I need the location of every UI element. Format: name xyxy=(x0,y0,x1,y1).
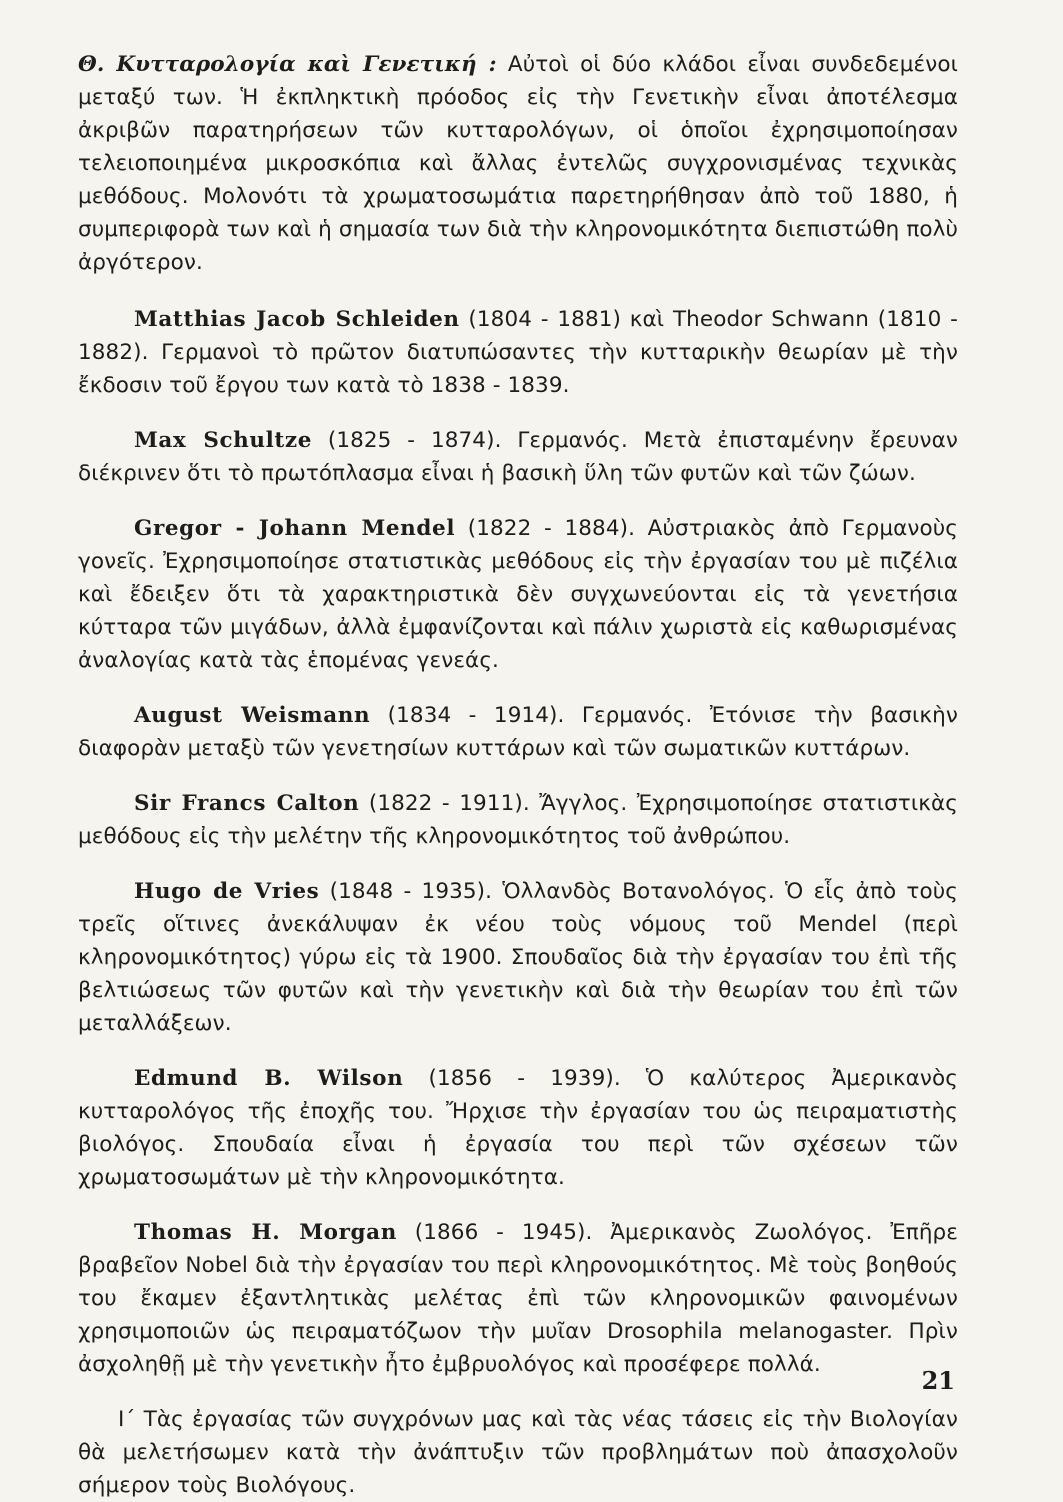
entry-name: Hugo de Vries xyxy=(134,879,320,904)
page-body xyxy=(78,48,958,1502)
entry-name: Edmund B. Wilson xyxy=(134,1066,404,1091)
entry-text: (1856 - 1939). Ὁ καλύτερος Ἀμερικανὸς κυτταρολόγος τῆς ἐποχῆς του. Ἤρχισε τὴν ἐργασίαν του ὡς πειραματιστὴς βιολόγος. Σπουδαία εἶναι ἡ ἐργασία του περὶ τῶν σχέσεων τῶν χρωματοσωμάτων μὲ τὴν κληρονομικότητα. xyxy=(78,1066,959,1190)
entry-name: Matthias Jacob Schleiden xyxy=(134,307,460,332)
closing-paragraph xyxy=(78,1403,958,1502)
entry-name: Max Schultze xyxy=(134,428,312,453)
entry-name: Thomas H. Morgan xyxy=(134,1220,397,1245)
entry-text: (1825 - 1874). Γερμανός. Μετὰ ἐπισταμένην ἔρευναν διέκρινεν ὅτι τὸ πρωτόπλασμα εἶναι ἡ βασικὴ ὕλη τῶν φυτῶν καὶ τῶν ζώων. xyxy=(78,428,958,486)
section-heading: Θ. Κυτταρολογία καὶ Γενετική : xyxy=(78,52,497,77)
entry-text: (1822 - 1884). Αὐστριακὸς ἀπὸ Γερμανοὺς γονεῖς. Ἐχρησιμοποίησε στατιστικὰς μεθόδους εἰς τὴν ἐργασίαν του μὲ πιζέλια καὶ ἔδειξεν ὅτι τὰ χαρακτηριστικὰ δὲν συγχωνεύονται εἰς τὰ γενετήσια κύτταρα τῶν μιγάδων, ἀλλὰ ἐμφανίζονται καὶ πάλιν χωριστὰ εἰς καθωρισμένας ἀναλογίας κατὰ τὰς ἑπομένας γενεάς. xyxy=(78,516,959,673)
entry-morgan xyxy=(78,1216,958,1381)
entry-de-vries xyxy=(78,875,958,1040)
section-paragraph xyxy=(78,48,958,279)
entry-text: (1804 - 1881) καὶ Theodor Schwann (1810 - 1882). Γερμανοὶ τὸ πρῶτον διατυπώσαντες τὴν κυτταρικὴν θεωρίαν μὲ τὴν ἔκδοσιν τοῦ ἔργου των κατὰ τὸ 1838 - 1839. xyxy=(78,307,958,398)
entry-name: August Weismann xyxy=(134,703,371,728)
entry-mendel xyxy=(78,512,958,677)
entry-text: (1866 - 1945). Ἀμερικανὸς Ζωολόγος. Ἐπῆρε βραβεῖον Nobel διὰ τὴν ἐργασίαν του περὶ κληρονομικότητος. Μὲ τοὺς βοηθούς του ἔκαμεν ἐξαντλητικὰς μελέτας ἐπὶ τῶν κληρονομικῶν φαινομένων χρησιμοποιῶν ὡς πειραματόζωον τὴν μυῖαν Drosophila melanogaster. Πρὶν ἀσχοληθῇ μὲ τὴν γενετικὴν ἦτο ἐμβρυολόγος καὶ προσέφερε πολλά. xyxy=(78,1220,959,1377)
entry-calton xyxy=(78,787,958,853)
entry-schleiden xyxy=(78,303,958,402)
entry-name: Sir Francs Calton xyxy=(134,791,360,816)
page-number: 21 xyxy=(921,1366,955,1395)
entry-name: Gregor - Johann Mendel xyxy=(134,516,456,541)
entry-weismann xyxy=(78,699,958,765)
entry-text: (1834 - 1914). Γερμανός. Ἐτόνισε τὴν βασικὴν διαφορὰν μεταξὺ τῶν γενετησίων κυττάρων καὶ τῶν σωματικῶν κυττάρων. xyxy=(78,703,958,761)
entry-wilson xyxy=(78,1062,958,1194)
entry-schultze xyxy=(78,424,958,490)
section-intro xyxy=(78,48,958,279)
entry-text: (1848 - 1935). Ὁλλανδὸς Βοτανολόγος. Ὁ εἷς ἀπὸ τοὺς τρεῖς οἵτινες ἀνεκάλυψαν ἐκ νέου τοὺς νόμους τοῦ Mendel (περὶ κληρονομικότητος) γύρω εἰς τὰ 1900. Σπουδαῖος διὰ τὴν ἐργασίαν του ἐπὶ τῆς βελτιώσεως τῶν φυτῶν καὶ τὴν γενετικὴν καὶ διὰ τὴν θεωρίαν του ἐπὶ τῶν μεταλλάξεων. xyxy=(78,879,958,1036)
section-text: Αὐτοὶ οἱ δύο κλάδοι εἶναι συνδεδεμένοι μεταξύ των. Ἡ ἐκπληκτικὴ πρόοδος εἰς τὴν Γενετικὴν εἶναι ἀποτέλεσμα ἀκριβῶν παρατηρήσεων τῶν κυτταρολόγων, οἱ ὁποῖοι ἐχρησιμοποίησαν τελειοποιημένα μικροσκόπια καὶ ἄλλας ἐντελῶς συγχρονισμένας τεχνικὰς μεθόδους. Μολονότι τὰ χρωματοσωμάτια παρετηρήθησαν ἀπὸ τοῦ 1880, ἡ συμπεριφορὰ των καὶ ἡ σημασία των διὰ τὴν κληρονομικότητα διεπιστώθη πολὺ ἀργότερον. xyxy=(78,52,959,275)
closing-text: Ι΄ Τὰς ἐργασίας τῶν συγχρόνων μας καὶ τὰς νέας τάσεις εἰς τὴν Βιολογίαν θὰ μελετήσωμεν κατὰ τὴν ἀνάπτυξιν τῶν προβλημάτων ποὺ ἀπασχολοῦν σήμερον τοὺς Βιολόγους. xyxy=(78,1407,958,1498)
entry-text: (1822 - 1911). Ἄγγλος. Ἐχρησιμοποίησε στατιστικὰς μεθόδους εἰς τὴν μελέτην τῆς κληρονομικότητος τοῦ ἀνθρώπου. xyxy=(78,791,958,849)
